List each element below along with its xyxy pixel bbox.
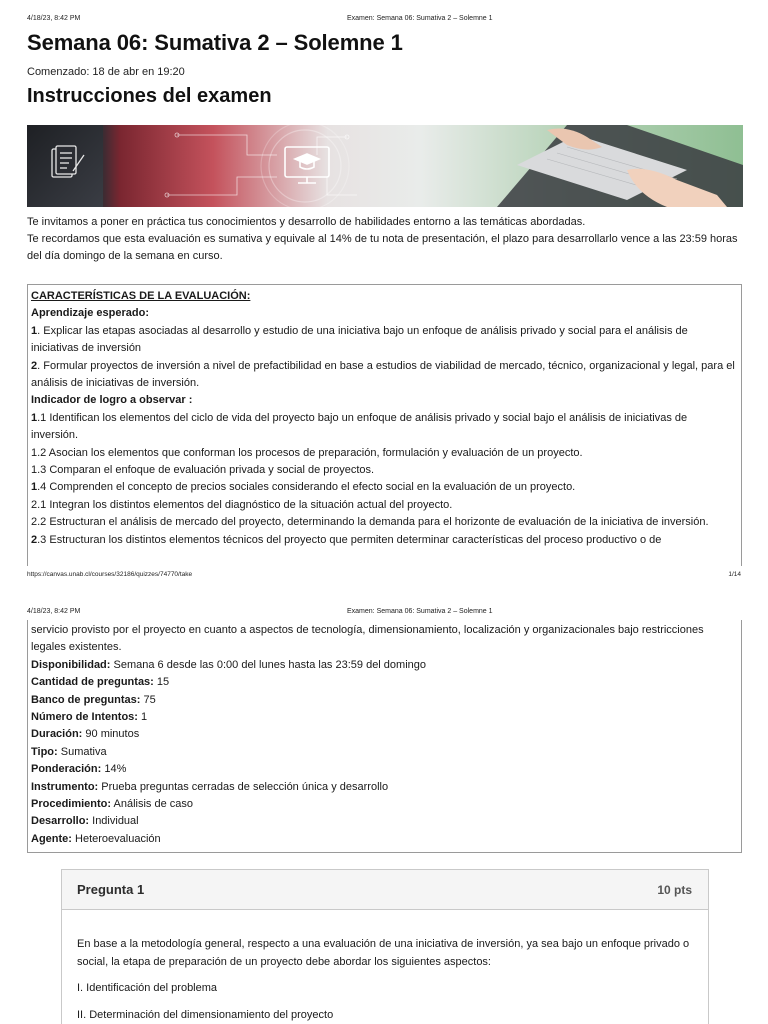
detail-row: Duración: 90 minutos (31, 728, 140, 741)
print-date: 4/18/23, 8:42 PM (27, 608, 81, 615)
characteristics-box-continued (27, 620, 742, 853)
indicator-heading: Indicador de logro a observar : (31, 394, 193, 407)
print-footer (27, 571, 741, 581)
indicator-item: 1.4 Comprenden el concepto de precios sociales considerando el efecto social en la evaluación de un proyecto. (31, 481, 576, 494)
detail-row: Agente: Heteroevaluación (31, 832, 161, 845)
indicator-item: 2.3 Estructuran los distintos elementos técnicos del proyecto que permiten determinar características del proceso productivo o de (31, 533, 662, 546)
detail-row: Procedimiento: Análisis de caso (31, 798, 194, 811)
intro-text (27, 214, 743, 265)
intro-paragraph: Te invitamos a poner en práctica tus conocimientos y desarrollo de habilidades entorno a las temáticas abordadas. (27, 216, 586, 228)
exam-banner (27, 125, 743, 207)
question-title: Pregunta 1 (77, 882, 145, 897)
print-title: Examen: Semana 06: Sumativa 2 – Solemne 1 (347, 608, 493, 615)
intro-paragraph: Te recordamos que esta evaluación es sumativa y equivale al 14% de tu nota de presentación, el plazo para desarrollarlo vence a las 23:59 horas del día domingo de la semana en curso. (27, 233, 738, 262)
print-header (27, 15, 741, 25)
print-header (27, 608, 741, 618)
question-card (61, 869, 709, 1024)
print-url: https://canvas.unab.cl/courses/32186/quizzes/74770/take (27, 571, 193, 578)
learning-heading: Aprendizaje esperado: (31, 307, 149, 320)
learning-item: 1. Explicar las etapas asociadas al desarrollo y estudio de una iniciativa bajo un enfoque de análisis privado y social para el análisis de iniciativas de inversión (31, 324, 688, 355)
characteristics-box (27, 284, 742, 566)
question-body (62, 910, 708, 1024)
question-text: En base a la metodología general, respecto a una evaluación de una iniciativa de inversión, ya sea bajo un enfoque privado o social, la etapa de preparación de un proyecto debe abordar los siguientes aspectos: (77, 938, 690, 968)
detail-row: Cantidad de preguntas: 15 (31, 676, 170, 689)
question-header (62, 870, 708, 910)
indicator-item: 1.1 Identifican los elementos del ciclo de vida del proyecto bajo un enfoque de análisis privado y social bajo el análisis de iniciativas de inversión. (31, 411, 688, 442)
indicator-item: 1.3 Comparan el enfoque de evaluación privada y social de proyectos. (31, 464, 375, 477)
page-title: Semana 06: Sumativa 2 – Solemne 1 (27, 30, 403, 55)
indicator-item: 1.2 Asocian los elementos que conforman los procesos de preparación, formulación y evaluación de un proyecto. (31, 446, 583, 459)
continuation-text: servicio provisto por el proyecto en cuanto a aspectos de tecnología, dimensionamiento, localización y organizacionales bajo restricciones legales existentes. (31, 624, 704, 654)
detail-row: Disponibilidad: Semana 6 desde las 0:00 del lunes hasta las 23:59 del domingo (31, 658, 427, 671)
detail-row: Banco de preguntas: 75 (31, 693, 156, 706)
detail-row: Instrumento: Prueba preguntas cerradas de selección única y desarrollo (31, 780, 389, 793)
indicator-item: 2.2 Estructuran el análisis de mercado del proyecto, determinando la demanda para el horizonte de evaluación de la iniciativa de inversión. (31, 516, 709, 529)
detail-row: Ponderación: 14% (31, 763, 127, 776)
detail-row: Tipo: Sumativa (31, 745, 107, 758)
started-time: Comenzado: 18 de abr en 19:20 (27, 66, 185, 78)
question-option: I. Identificación del problema (77, 982, 218, 994)
instructions-title: Instrucciones del examen (27, 85, 272, 107)
print-title: Examen: Semana 06: Sumativa 2 – Solemne 1 (347, 15, 493, 22)
learning-item: 2. Formular proyectos de inversión a nivel de prefactibilidad en base a estudios de viabilidad de mercado, técnico, organizacional y legal, para el análisis de iniciativas de inversión. (31, 359, 735, 390)
print-page-number: 1/14 (728, 571, 741, 578)
question-points: 10 pts (657, 883, 692, 897)
indicator-item: 2.1 Integran los distintos elementos del diagnóstico de la situación actual del proyecto. (31, 498, 453, 511)
print-date: 4/18/23, 8:42 PM (27, 15, 81, 22)
characteristics-heading: CARACTERÍSTICAS DE LA EVALUACIÓN: (31, 290, 251, 302)
detail-row: Número de Intentos: 1 (31, 711, 148, 724)
detail-row: Desarrollo: Individual (31, 815, 139, 828)
question-option: II. Determinación del dimensionamiento del proyecto (77, 1008, 334, 1021)
